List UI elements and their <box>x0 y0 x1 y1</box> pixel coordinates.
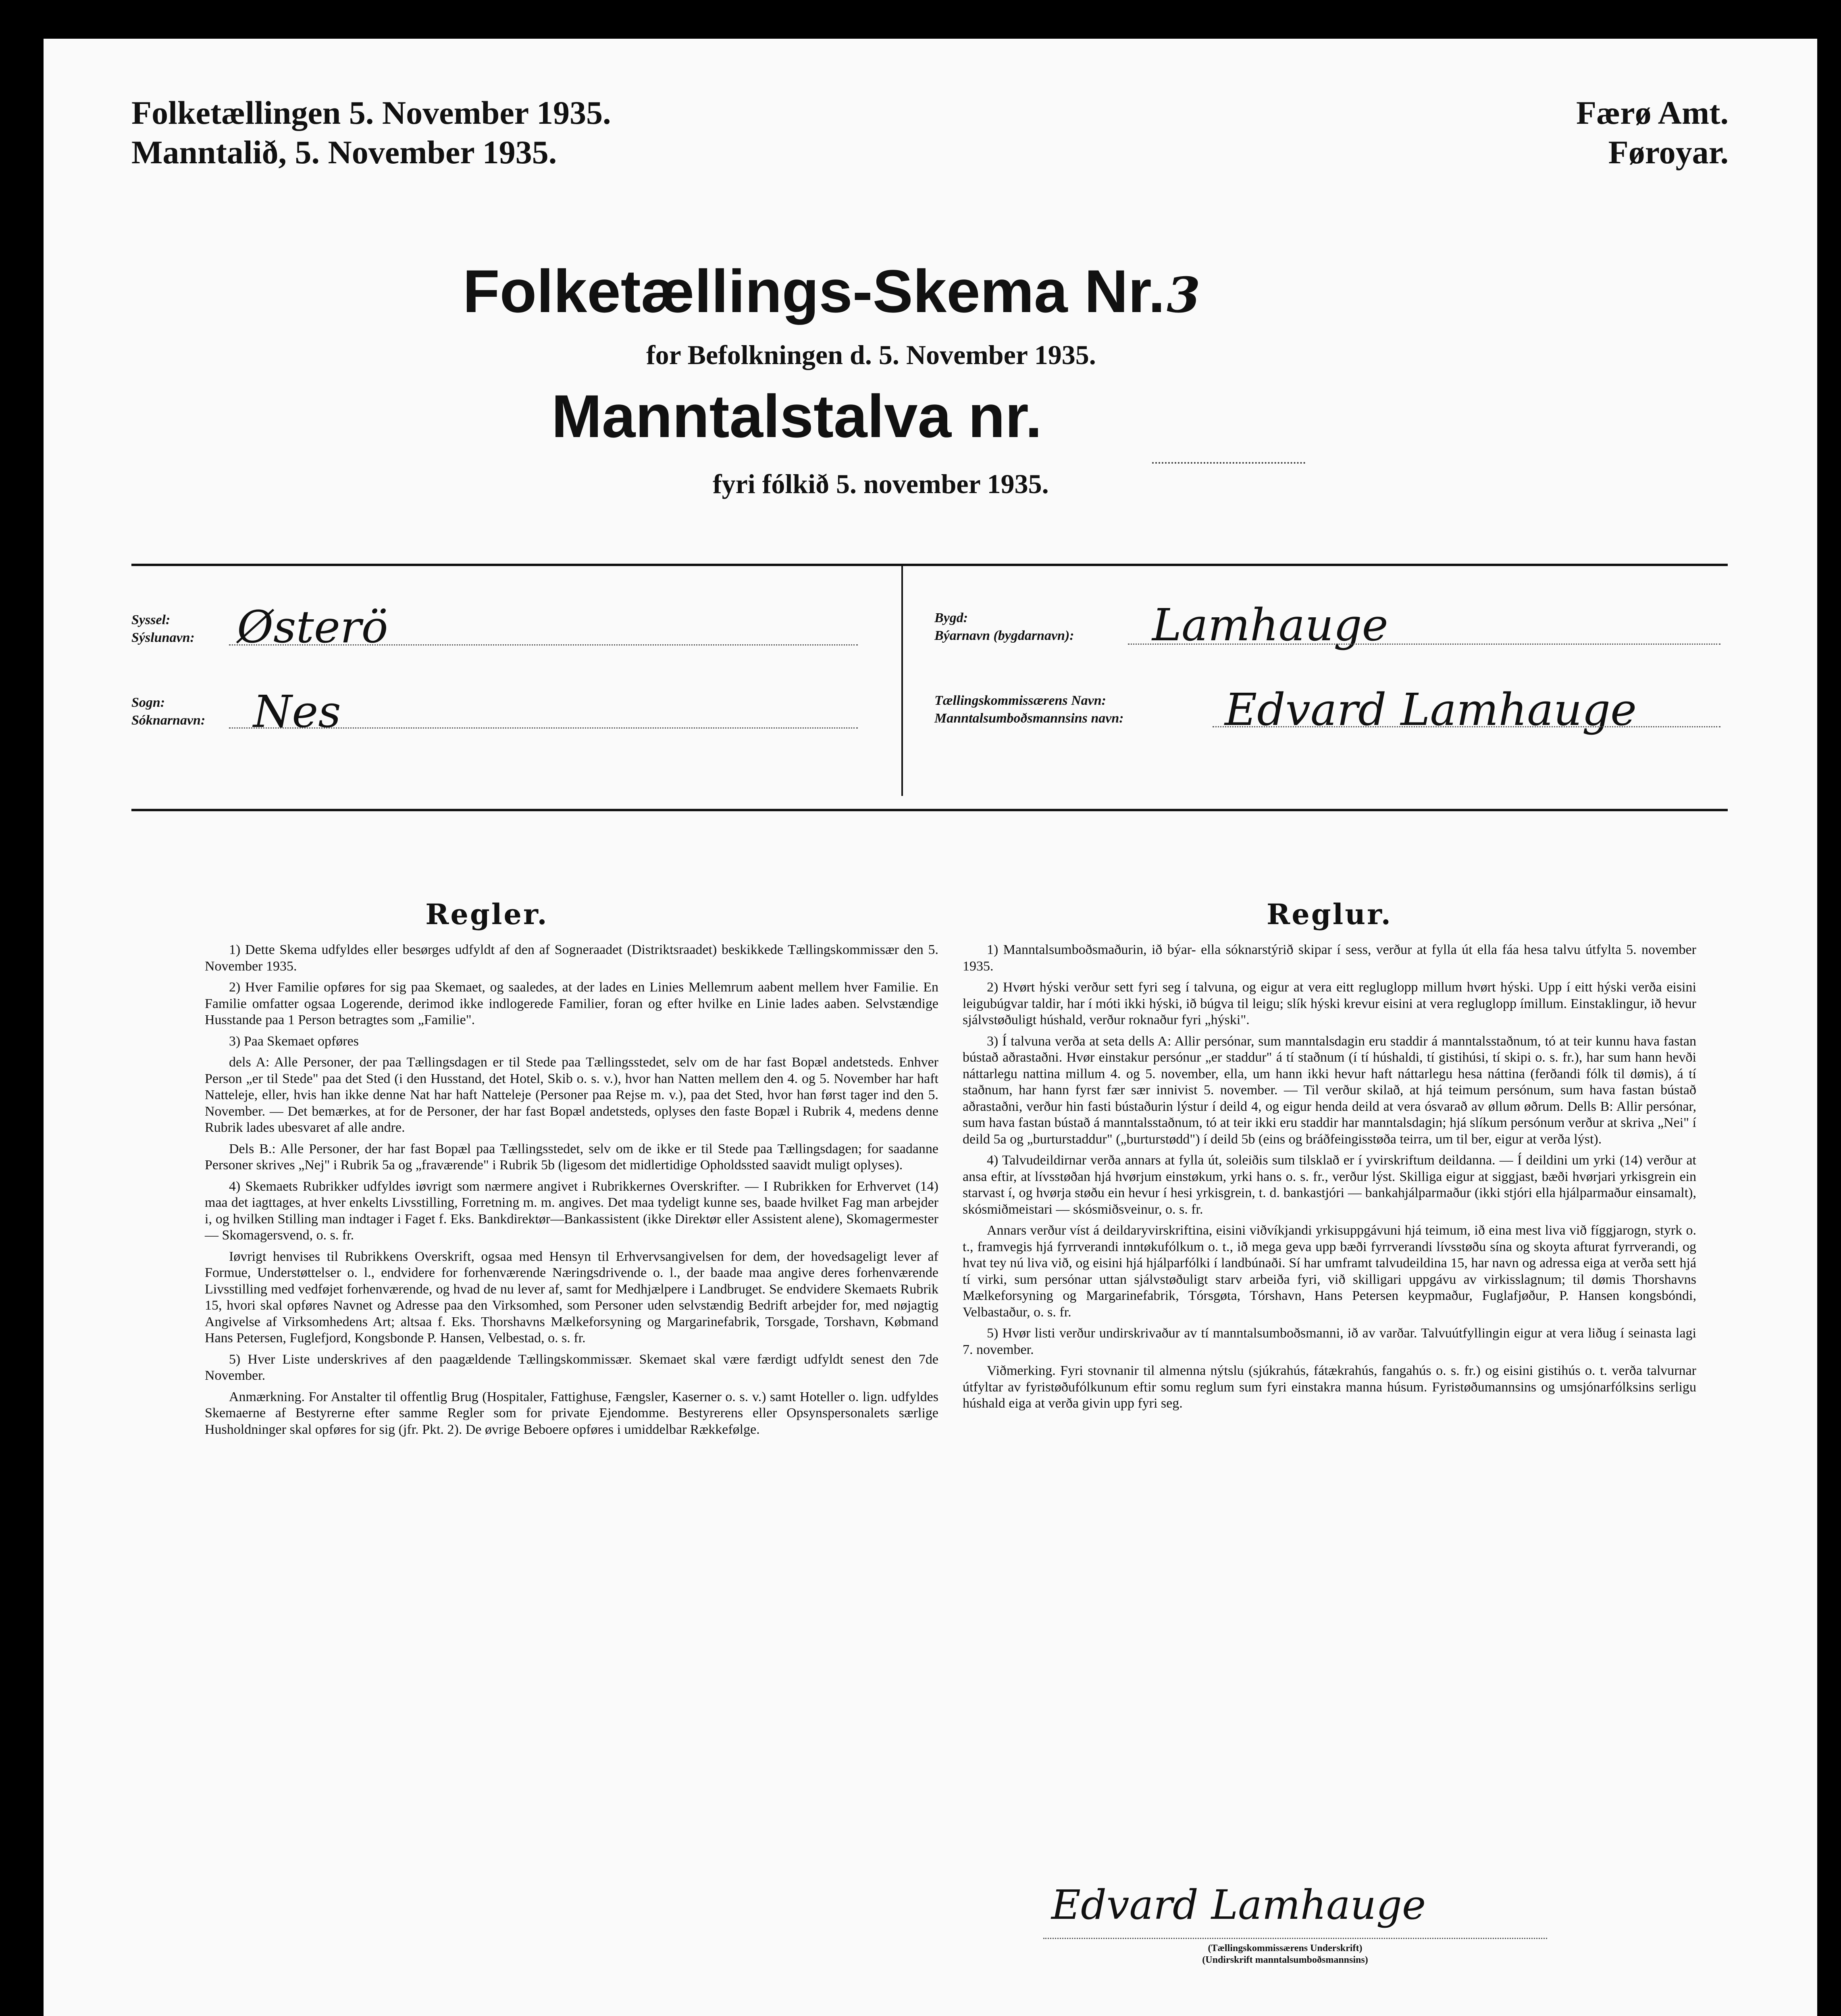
sogn-label-da: Sogn: <box>131 695 165 710</box>
kommissaer-label-da: Tællingskommissærens Navn: <box>934 693 1106 708</box>
regler-paragraph: Dels B.: Alle Personer, der har fast Bopæl paa Tællingsstedet, selv om de ikke er til Stede paa Tællingsdagen; for saadanne Personer skrives „Nej" i Rubrik 5a og „fraværende" i Rubrik 5b (ligesom det midlertidige Opholdssted saavidt muligt oplyses). <box>205 1141 938 1173</box>
regler-paragraph: 4) Skemaets Rubrikker udfyldes iøvrigt som nærmere angivet i Rubrikkernes Overskrifter. — I Rubrikken for Erhvervet (14) maa det iagttages, at hver enkelts Livsstilling, Forretning m. m. angives. Det maa tydeligt kunne ses, baade hvilket Fag man arbejder i, og hvilken Stilling man indtager i Faget f. Eks. Bankdirektør—Bankassistent (ikke Direktør eller Assistent alene), Skomagermester — Skomagersvend, o. s. fr. <box>205 1179 938 1243</box>
signature[interactable]: Edvard Lamhauge <box>1051 1881 1426 1929</box>
form-number-line <box>1152 462 1305 464</box>
form-title-faroese: Manntalstalva nr. <box>551 382 1042 450</box>
regler-column <box>205 942 938 1443</box>
syssel-label-da: Syssel: <box>131 612 171 627</box>
regler-paragraph: Iøvrigt henvises til Rubrikkens Overskrift, ogsaa med Hensyn til Erhvervsangivelsen for dem, der hovedsageligt lever af Formue, Understøttelser o. l., endvidere for forhenværende Næringsdrivende o. l., der baade maa angive deres forhenværende Livsstilling med vedføjet forhenværende, og hvad de nu lever af, samt for Medhjælpere i Landbruget. Se endvidere Skemaets Rubrik 15, hvori skal opføres Navnet og Adresse paa den Virksomhed, som Personer uden selvstændig Bedrift arbejder for, med nøjagtig Angivelse af Virksomhedens Art; altsaa f. Eks. Thorshavns Mælkeforsyning og Margarinefabrik, Torsgade, Torshavn, Købmand Hans Petersen, Fuglefjord, Kongsbonde P. Hansen, Velbestad, o. s. fr. <box>205 1249 938 1345</box>
bygd-line <box>1128 644 1720 645</box>
reglur-paragraph: Annars verður víst á deildaryvirskriftina, eisini viðvíkjandi yrkisuppgávuni hjá teimum, ið eina mest liva við fíggjarogn, styrk o. t., framvegis hjá fyrrverandi inntøkufólkum o. t., ið mega geva upp bæði fyrrverandi lívsstøðu sína og skoyta afturat fyrrverandi, og hvat tey nú liva við, og eisini hjá hjálparfólki í landbúnaði. Sí har umframt talvudeildina 15, har navn og adressa eiga at verða sett hjá tí virki, sum persónar uttan sjálvstøðuligt starv arbeiða fyri, við skilligari uppgávu av virkisslagnum; til dømis Thorshavns Mælkeforsyning og Margarinefabrik, Tórsgøta, Tórshavn, Hans Petersen keypmaður, Fuglafjøður, P. Hansen kongsbóndi, Velbastaður, o. s. fr. <box>963 1223 1696 1320</box>
field-divider <box>901 566 903 796</box>
signature-caption-fo: (Undirskrift manntalsumboðsmannsins) <box>1202 1954 1368 1965</box>
regler-paragraph: 1) Dette Skema udfyldes eller besørges udfyldt af den af Sogneraadet (Distriktsraadet) beskikkede Tællingskommissær den 5. November 1935. <box>205 942 938 974</box>
bygd-value[interactable]: Lamhauge <box>1152 599 1388 651</box>
regler-paragraph: 3) Paa Skemaet opføres <box>229 1033 359 1049</box>
reglur-paragraph: Viðmerking. Fyri stovnanir til almenna nýtslu (sjúkrahús, fátækrahús, fangahús o. s. fr.) og eisini gistihús o. t. verða talvurnar útfyltar av fyristøðufólkunum eftir somu reglum sum fyri einstakra manna húsum. Fyristøðumannsins og umsjónarfólksins serligu húshald eiga at verða givin upp fyri seg. <box>963 1363 1696 1411</box>
syssel-line <box>229 644 858 646</box>
header-right <box>1471 93 1729 173</box>
regler-title: Regler. <box>425 898 549 931</box>
reglur-paragraph: 4) Talvudeildirnar verða annars at fylla út, soleiðis sum tilsklað er í yvirskriftum deildanna. — Í deildini um yrki (14) verður at ansa eftir, at lívsstøðan hjá hvørjum einstøkum, yrki hans o. s. fr., verður lýst. Skilliga eigur at siggjast, bæði hvørjari yrkisgrein ein starvast í, og hvørja støðu ein hevur í hesi yrkisgrein, t. d. bankastjóri — bankahjálparmaður (ikki stjóri ella hjálparmaður einsamalt), skósmiðmeistari — skósmiðsveinur, o. s. fr. <box>963 1153 1696 1217</box>
header-right-line2: Føroyar. <box>1608 134 1729 171</box>
syssel-label-fo: Sýslunavn: <box>131 630 195 646</box>
reglur-paragraph: 3) Í talvuna verða at seta dells A: Allir persónar, sum manntalsdagin eru staddir á manntalsstaðnum, tó at teir kunnu hava fastan bústað aðrastaðni. Hvør einstakur persónur „er staddur" á tí staðnum (í tí húshaldi, tí gistihúsi, tí skipi o. s. fr.), har sum hann hevði náttarlegu nattina millum 4. og 5. november, ella, um hann ikki hevur haft náttarlegu hesa náttina (ferðandi fólk til dømis), á tí staðnum, har hann fyrst fær sær innivist 5. november. — Til verður skilað, at hjá teimum persónum, sum hava fastan bústað aðrastaðni, verður hin fasti bústaðurin lýstur í deild 4, og eigur henda deild at vera ósvarað av øllum øðrum. Dells B: Allir persónar, sum hava fastan bústað á manntalsstaðnum, tó at teir ikki eru staddir har manntalsdagin; hjá slíkum persónum verður at skriva „Nei" í deild 5a og „burturstaddur" („burturstødd") í deild 5b (eins og bráðfeingisstøða teirra, um til ber, eigur at verða lýst). <box>963 1033 1696 1147</box>
regler-paragraph: dels A: Alle Personer, der paa Tællingsdagen er til Stede paa Tællingsstedet, selv om de har fast Bopæl andetsteds. Enhver Person „er til Stede" paa det Sted (i den Husstand, det Hotel, Skib o. s. v.), hvor han Natten mellem den 4. og 5. November har haft Natteleje, eller, hvis han ikke denne Nat har haft Natteleje (Personer paa Rejse m. v.), paa det Sted, hvor han først tager ind den 5. November. — Det bemærkes, at for de Personer, der har fast Bopæl andetsteds, oplyses den faste Bopæl i Rubrik 4, medens denne Rubrik lades ubesvaret af alle andre. <box>205 1055 938 1135</box>
form-title-text: Folketællings-Skema Nr. <box>463 257 1165 325</box>
form-subtitle-faroese: fyri fólkið 5. november 1935. <box>713 469 1049 499</box>
sogn-line <box>229 727 858 729</box>
header-left <box>131 93 611 173</box>
form-subtitle: for Befolkningen d. 5. November 1935. <box>646 339 1096 370</box>
header-left-line1: Folketællingen 5. November 1935. <box>131 94 611 131</box>
header-left-line2: Manntalið, 5. November 1935. <box>131 134 557 171</box>
kommissaer-value[interactable]: Edvard Lamhauge <box>1225 684 1637 735</box>
regler-paragraph: Anmærkning. For Anstalter til offentlig Brug (Hospitaler, Fattighuse, Fængsler, Kaserner o. s. v.) samt Hoteller o. lign. udfyldes Skemaerne af Bestyrerne efter samme Regler som for private Ejendomme. Bestyrerens eller Opsynspersonalets særlige Husholdninger skal opføres for sig (jfr. Pkt. 2). De øvrige Beboere opføres i umiddelbar Rækkefølge. <box>205 1389 938 1437</box>
syssel-value[interactable]: Østerö <box>237 601 388 653</box>
bottom-rule <box>131 809 1728 811</box>
sogn-value[interactable]: Nes <box>253 686 341 737</box>
signature-line <box>1043 1938 1547 1939</box>
kommissaer-line <box>1213 726 1720 727</box>
regler-paragraph: 2) Hver Familie opføres for sig paa Skemaet, og saaledes, at der lades en Linies Mellemrum aabent mellem hver Familie. En Familie omfatter ogsaa Logerende, derimod ikke indlogerede Familier, foran og efter hvilke en Linie lades aaben. Selvstændige Husstande paa 1 Person betragtes som „Familie". <box>205 980 938 1027</box>
kommissaer-label <box>934 692 1124 727</box>
reglur-title: Reglur. <box>1267 898 1392 931</box>
reglur-column <box>963 942 1696 1417</box>
kommissaer-label-fo: Manntalsumboðsmannsins navn: <box>934 711 1124 726</box>
regler-paragraph: 5) Hver Liste underskrives af den paagældende Tællingskommissær. Skemaet skal være færdigt udfyldt senest den 7de November. <box>205 1352 938 1383</box>
form-title <box>463 256 1200 326</box>
reglur-paragraph: 5) Hvør listi verður undirskrivaður av tí manntalsumboðsmanni, ið av varðar. Talvuútfyllingin eigur at vera liðug í seinasta lagi 7. november. <box>963 1326 1696 1357</box>
signature-caption-da: (Tællingskommissærens Underskrift) <box>1208 1943 1363 1954</box>
form-number: 3 <box>1167 267 1200 324</box>
bygd-label <box>934 609 1074 645</box>
bygd-label-da: Bygd: <box>934 610 968 625</box>
header-right-line1: Færø Amt. <box>1576 94 1729 131</box>
top-rule <box>131 564 1728 566</box>
sogn-label-fo: Sóknarnavn: <box>131 713 206 728</box>
census-form <box>44 39 1817 2016</box>
reglur-paragraph: 2) Hvørt hýski verður sett fyri seg í talvuna, og eigur at vera eitt regluglopp millum hvørt hýski. Upp í eitt hýski verða eisini leigubúgvar taldir, har í móti ikki hýski, ið búgva til leigu; slík hýski krevur eisini at vera regluglopp ímillum. Einstaklingur, ið hevur sjálvstøðuligt húshald, verður roknaður fyri „hýski". <box>963 980 1696 1027</box>
signature-caption <box>1132 1943 1438 1966</box>
sogn-label <box>131 694 205 729</box>
reglur-paragraph: 1) Manntalsumboðsmaðurin, ið býar- ella sóknarstýrið skipar í sess, verður at fylla út ella fáa hesa talvu útfylta 5. november 1935. <box>963 942 1696 974</box>
syssel-label <box>131 611 195 647</box>
bygd-label-fo: Býarnavn (bygdarnavn): <box>934 628 1074 644</box>
